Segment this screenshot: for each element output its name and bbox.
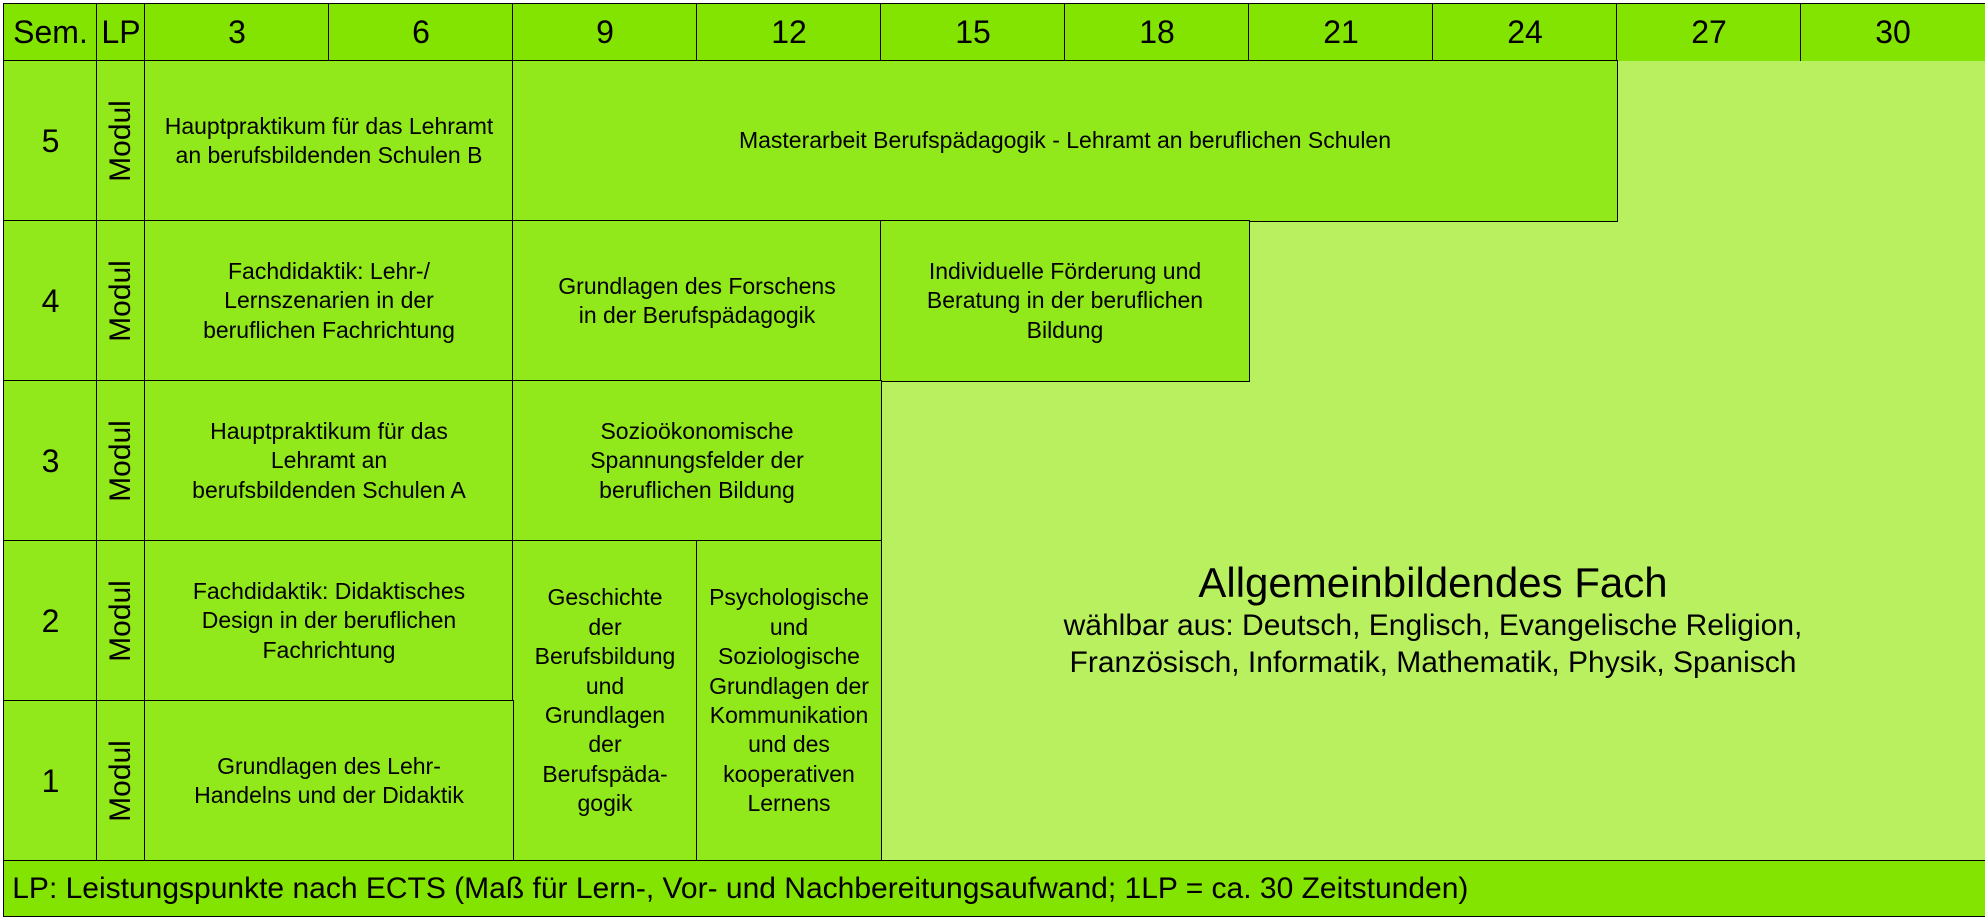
lp-tick: 9 [512,3,698,62]
semester-number: 3 [3,380,98,542]
lp-tick: 21 [1248,3,1434,62]
free-area [1249,221,1985,381]
module-hauptpraktikum-a: Hauptpraktikum für das Lehramt an berufsbildenden Schulen A [144,380,514,542]
module-individuelle-foerderung: Individuelle Förderung und Beratung in der beruflichen Bildung [880,220,1250,382]
semester-number: 2 [3,540,98,702]
modul-label: Modul [96,540,146,702]
study-plan-grid [4,4,1981,916]
module-hauptpraktikum-b: Hauptpraktikum für das Lehramt an berufsbildenden Schulen B [144,60,514,222]
module-grundlagen-forschens: Grundlagen des Forschens in der Berufspädagogik [512,220,882,382]
elective-options-line1: wählbar aus: Deutsch, Englisch, Evangelische Religion, [1063,608,1803,642]
elective-subject-area [881,381,1985,861]
modul-label: Modul [96,380,146,542]
module-geschichte-berufsbildung: Geschichte der Berufsbildung und Grundlagen der Berufspäda- gogik [512,540,698,862]
elective-title: Allgemeinbildendes Fach [1198,559,1668,607]
lp-tick: 30 [1800,3,1985,62]
modul-label: Modul [96,220,146,382]
module-soziooekonomische-spannungsfelder: Sozioökonomische Spannungsfelder der beruflichen Bildung [512,380,882,542]
module-masterarbeit: Masterarbeit Berufspädagogik - Lehramt an beruflichen Schulen [512,60,1618,222]
semester-number: 4 [3,220,98,382]
modul-label: Modul [96,60,146,222]
semester-number: 5 [3,60,98,222]
elective-options-line2: Französisch, Informatik, Mathematik, Physik, Spanisch [1069,646,1797,680]
legend: LP: Leistungspunkte nach ECTS (Maß für Lern-, Vor- und Nachbereitungsaufwand; 1LP = ca. 30 Zeitstunden) [3,860,1985,917]
lp-tick: 18 [1064,3,1250,62]
free-area [1617,61,1985,221]
modul-label: Modul [96,700,146,862]
lp-tick: 15 [880,3,1066,62]
lp-tick: 3 [144,3,330,62]
header-lp: LP [96,3,146,62]
lp-tick: 27 [1616,3,1802,62]
header-sem: Sem. [3,3,98,62]
module-fachdidaktik-design: Fachdidaktik: Didaktisches Design in der beruflichen Fachrichtung [144,540,514,702]
module-fachdidaktik-lernszenarien: Fachdidaktik: Lehr-/ Lernszenarien in der beruflichen Fachrichtung [144,220,514,382]
lp-tick: 6 [328,3,514,62]
lp-tick: 24 [1432,3,1618,62]
module-psychologische-grundlagen: Psychologische und Soziologische Grundlagen der Kommunikation und des kooperativen Lernens [696,540,882,862]
lp-tick: 12 [696,3,882,62]
module-grundlagen-lehrhandeln: Grundlagen des Lehr- Handelns und der Didaktik [144,700,514,862]
semester-number: 1 [3,700,98,862]
